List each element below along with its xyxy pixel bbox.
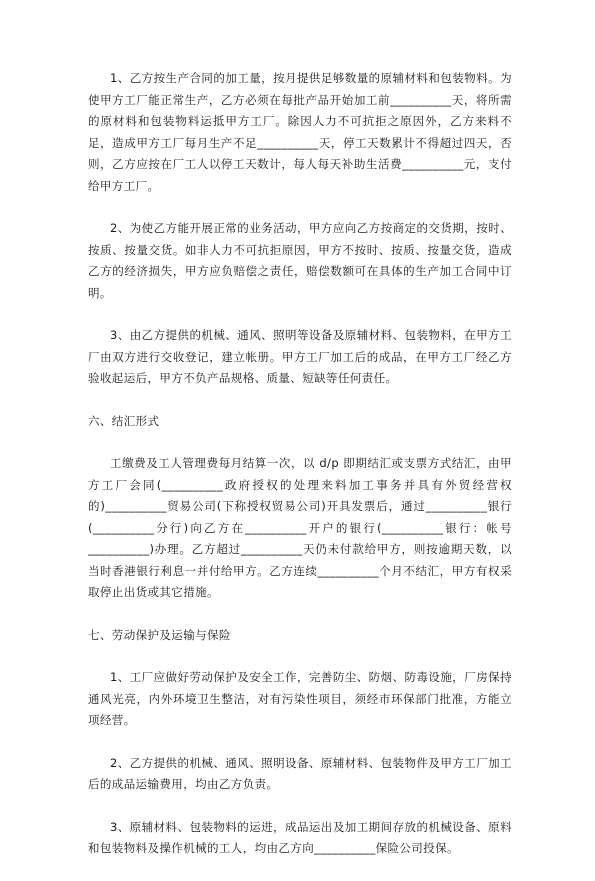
section-6-heading: 六、结汇形式 bbox=[88, 413, 160, 428]
clause-5-1-paragraph: 1、乙方按生产合同的加工量，按月提供足够数量的原辅材料和包装物料。为使甲方工厂能正常生产，乙方必须在每批产品开始加工前__________天，将所需的原材料和包装物料运抵甲方工厂。除因人力不可抗拒之原因外，乙方来料不足，造成甲方工厂每月生产不足__________天，停工天数累计不得超过四天，否则，乙方应按在厂工人以停工天数计，每人每天补助生活费__________元，支付给甲方工厂。 bbox=[88, 71, 512, 193]
clause-7-3-paragraph: 3、原辅材料、包装物料的运进，成品运出及加工期间存放的机械设备、原料和包装物料及操作机械的工人，均由乙方向__________保险公司投保。 bbox=[88, 819, 512, 855]
settlement-paragraph: 工缴费及工人管理费每月结算一次，以 d/p 即期结汇或支票方式结汇，由甲方工厂会同(__________政府授权的处理来料加工事务并具有外贸经营权的)__________贸易公司(下称授权贸易公司)开具发票后，通过__________银行(__________分行)向乙方在__________开户的银行(__________银行：帐号__________)办理。乙方超过__________天仍未付款给甲方，则按逾期天数，以当时香港银行利息一并付给甲方。乙方连续__________个月不结汇，甲方有权采取停止出货或其它措施。 bbox=[88, 456, 512, 599]
section-7-heading: 七、劳动保护及运输与保险 bbox=[88, 627, 231, 642]
clause-5-2-paragraph: 2、为使乙方能开展正常的业务活动，甲方应向乙方按商定的交货期，按时、按质、按量交货。如非人力不可抗拒原因，甲方不按时、按质、按量交货，造成乙方的经济损失，甲方应负赔偿之责任，赔偿数额可在具体的生产加工合同中订明。 bbox=[88, 221, 512, 300]
clause-7-2-paragraph: 2、乙方提供的机械、通风、照明设备、原辅材料、包装物件及甲方工厂加工后的成品运输费用，均由乙方负责。 bbox=[88, 755, 512, 791]
clause-5-3-paragraph: 3、由乙方提供的机械、通风、照明等设备及原辅材料、包装物料，在甲方工厂由双方进行交收登记，建立帐册。甲方工厂加工后的成品，在甲方工厂经乙方验收起运后，甲方不负产品规格、质量、短缺等任何责任。 bbox=[88, 328, 512, 385]
clause-7-1-paragraph: 1、工厂应做好劳动保护及安全工作，完善防尘、防烟、防毒设施，厂房保持通风光亮，内外环境卫生整洁，对有污染性项目，须经市环保部门批准，方能立项经营。 bbox=[88, 670, 512, 727]
document-body bbox=[88, 68, 512, 881]
